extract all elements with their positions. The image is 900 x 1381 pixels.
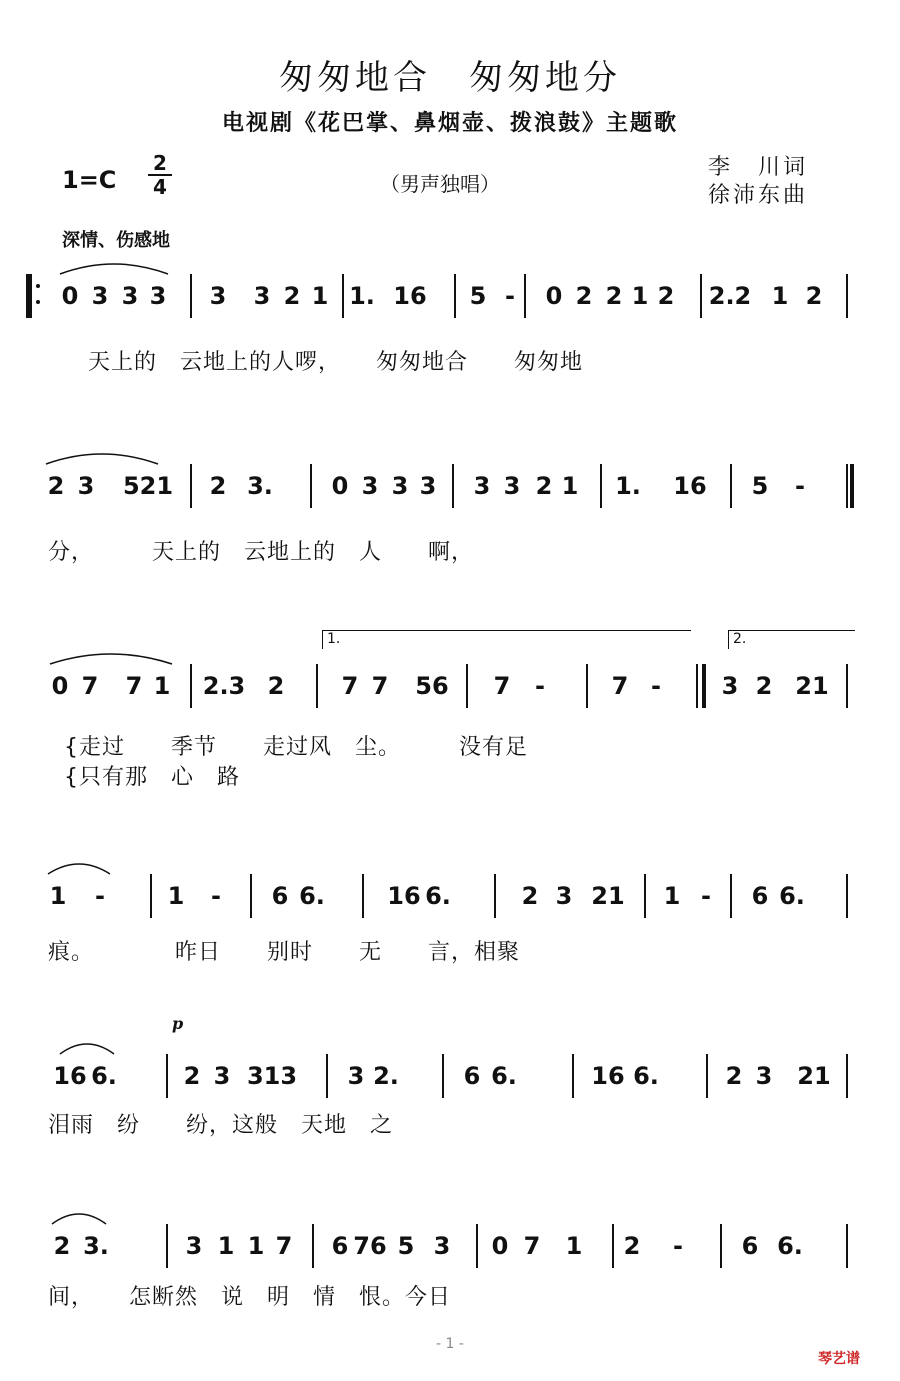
note: 2: [53, 1232, 71, 1260]
note: 16: [53, 1062, 87, 1090]
note: 2: [725, 1062, 743, 1090]
note: 7: [275, 1232, 293, 1260]
note: 0: [545, 282, 563, 310]
note: 6: [741, 1232, 759, 1260]
note: 2: [183, 1062, 201, 1090]
time-signature-bottom: 4: [153, 175, 167, 199]
note: 0: [491, 1232, 509, 1260]
site-logo: 琴艺谱: [818, 1351, 860, 1367]
note: 21: [795, 672, 829, 700]
note: 21: [591, 882, 625, 910]
key-signature: 1=C: [62, 166, 117, 194]
note: 5: [751, 472, 769, 500]
lyric-line: 分， 天上的 云地上的 人 啊，: [48, 540, 475, 565]
note: 2: [209, 472, 227, 500]
note: 6.: [491, 1062, 517, 1090]
note: 3: [503, 472, 521, 500]
note: -: [795, 472, 805, 500]
note: 2.: [373, 1062, 399, 1090]
note: 1.: [349, 282, 375, 310]
note: 3: [149, 282, 167, 310]
note: 7: [341, 672, 359, 700]
note: 7: [371, 672, 389, 700]
note: -: [535, 672, 545, 700]
song-title: 匆匆地合 匆匆地分: [279, 58, 621, 98]
performance-note: （男声独唱）: [380, 172, 500, 196]
note: 3: [185, 1232, 203, 1260]
song-subtitle: 电视剧《花巴掌、鼻烟壶、拨浪鼓》主题歌: [221, 111, 678, 136]
note: 3: [91, 282, 109, 310]
note: 3: [755, 1062, 773, 1090]
note: 1: [49, 882, 67, 910]
note: 7: [523, 1232, 541, 1260]
lyric-line: {只有那 心 路: [64, 765, 240, 790]
note: 1.: [615, 472, 641, 500]
note: -: [701, 882, 711, 910]
note: 5: [469, 282, 487, 310]
note: 1: [561, 472, 579, 500]
note: 313: [246, 1062, 298, 1090]
note: 16: [591, 1062, 625, 1090]
note: 2: [535, 472, 553, 500]
lyricist-credit: 李 川词: [708, 155, 809, 180]
note: 6.: [91, 1062, 117, 1090]
note: 1: [217, 1232, 235, 1260]
note: 1: [247, 1232, 265, 1260]
note: -: [651, 672, 661, 700]
lyric-line: 泪雨 纷 纷，这般 天地 之: [48, 1113, 394, 1138]
note: 21: [797, 1062, 831, 1090]
note: 7: [611, 672, 629, 700]
note: 3: [721, 672, 739, 700]
slur: [52, 1214, 106, 1224]
note: 3: [253, 282, 271, 310]
note: 0: [61, 282, 79, 310]
note: 16: [387, 882, 421, 910]
note: 3: [213, 1062, 231, 1090]
note: 2: [623, 1232, 641, 1260]
lyric-line: 天上的 云地上的人啰， 匆匆地合 匆匆地: [88, 350, 584, 375]
note: 1: [663, 882, 681, 910]
note: 3: [555, 882, 573, 910]
note: 1: [153, 672, 171, 700]
note: 2: [283, 282, 301, 310]
note: 6: [751, 882, 769, 910]
note: 6: [463, 1062, 481, 1090]
note: 16: [393, 282, 427, 310]
note: 2: [521, 882, 539, 910]
note: 7: [81, 672, 99, 700]
note: 7: [125, 672, 143, 700]
note: 2.3: [202, 672, 246, 700]
note: 2: [575, 282, 593, 310]
note: 2: [657, 282, 675, 310]
note: 2.2: [708, 282, 752, 310]
note: 5: [397, 1232, 415, 1260]
note: 6.: [779, 882, 805, 910]
time-signature-top: 2: [153, 151, 167, 175]
note: 6.: [777, 1232, 803, 1260]
note: 56: [415, 672, 449, 700]
note: 2: [267, 672, 285, 700]
note: 0: [51, 672, 69, 700]
note: 0: [331, 472, 349, 500]
note: 1: [311, 282, 329, 310]
note: 3: [419, 472, 437, 500]
dynamic-piano: p: [172, 1014, 184, 1033]
note: 1: [565, 1232, 583, 1260]
note: 6.: [633, 1062, 659, 1090]
note: 6: [271, 882, 289, 910]
note: 521: [122, 472, 174, 500]
lyric-line: {走过 季节 走过风 尘。 没有足: [64, 735, 528, 760]
note: 3: [433, 1232, 451, 1260]
expression-marking: 深情、伤感地: [62, 230, 170, 251]
note: 76: [353, 1232, 387, 1260]
note: 3: [347, 1062, 365, 1090]
note: 2: [47, 472, 65, 500]
note: 1: [167, 882, 185, 910]
note: 6.: [299, 882, 325, 910]
note: -: [211, 882, 221, 910]
volta-1: 1.: [322, 630, 691, 649]
note: 3.: [83, 1232, 109, 1260]
note: 2: [755, 672, 773, 700]
note: 3: [77, 472, 95, 500]
page-number: - 1 -: [436, 1336, 464, 1352]
note: 2: [605, 282, 623, 310]
note: 3: [121, 282, 139, 310]
note: -: [95, 882, 105, 910]
note: 3.: [247, 472, 273, 500]
note: 1: [631, 282, 649, 310]
note: 2: [805, 282, 823, 310]
note: 3: [473, 472, 491, 500]
composer-credit: 徐沛东曲: [708, 183, 809, 208]
note: 3: [209, 282, 227, 310]
lyric-line: 间， 怎断然 说 明 情 恨。今日: [48, 1285, 452, 1310]
note: 7: [493, 672, 511, 700]
note: 1: [771, 282, 789, 310]
note: 3: [391, 472, 409, 500]
note: -: [673, 1232, 683, 1260]
note: -: [505, 282, 515, 310]
volta-2: 2.: [728, 630, 855, 649]
lyric-line: 痕。 昨日 别时 无 言，相聚: [48, 940, 521, 965]
note: 6: [331, 1232, 349, 1260]
note: 3: [361, 472, 379, 500]
note: 16: [673, 472, 707, 500]
note: 6.: [425, 882, 451, 910]
